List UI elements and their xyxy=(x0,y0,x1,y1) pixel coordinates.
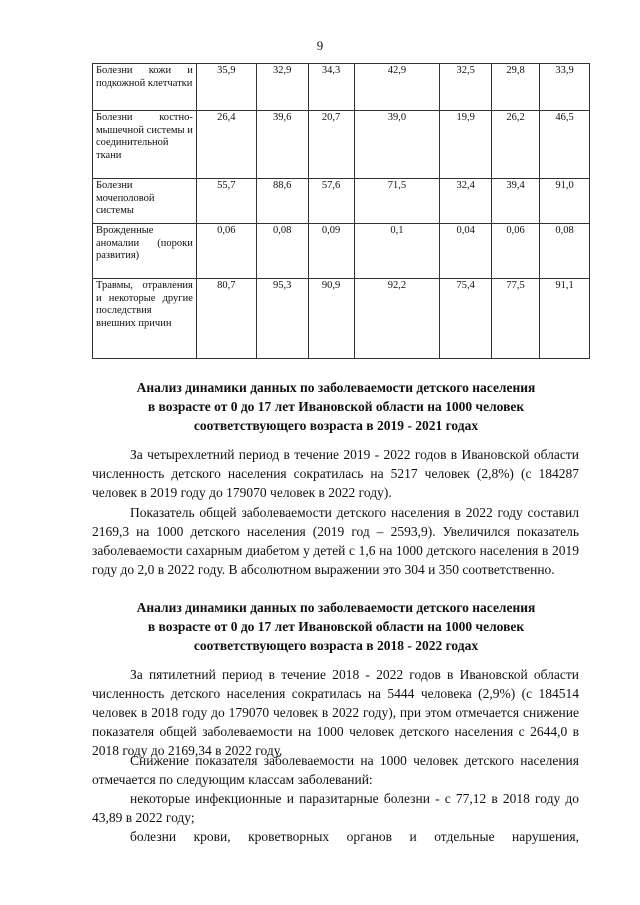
row-label: Болезни мочеполовой системы xyxy=(93,179,197,224)
table-cell: 92,2 xyxy=(354,279,440,359)
table-cell: 95,3 xyxy=(256,279,308,359)
section-2-paragraph-4: болезни крови, кроветворных органов и отдельные нарушения, xyxy=(130,829,579,844)
section-1-heading xyxy=(95,378,577,435)
table-row xyxy=(93,64,590,111)
table-cell: 32,5 xyxy=(440,64,492,111)
table-cell: 91,0 xyxy=(540,179,590,224)
table-cell: 0,04 xyxy=(440,224,492,279)
table-cell: 20,7 xyxy=(308,111,354,179)
table-cell: 35,9 xyxy=(196,64,256,111)
table-cell: 57,6 xyxy=(308,179,354,224)
table-cell: 46,5 xyxy=(540,111,590,179)
heading-line: в возрасте от 0 до 17 лет Ивановской области на 1000 человек xyxy=(147,399,525,414)
table-row xyxy=(93,279,590,359)
section-1-paragraph-2: Показатель общей заболеваемости детского населения в 2022 году составил 2169,3 на 1000 детского населения (2019 год – 2593,9). Увеличился показатель заболеваемости сахарным диабетом у детей с 1,6 на 1000 детского населения в 2019 году до 2,0 в 2022 году. В абсолютном выражении это 304 и 350 соответственно. xyxy=(92,505,579,577)
table-cell: 55,7 xyxy=(196,179,256,224)
table-cell: 39,0 xyxy=(354,111,440,179)
table-row xyxy=(93,111,590,179)
page-number: 9 xyxy=(316,38,324,53)
table-row xyxy=(93,179,590,224)
table-cell: 42,9 xyxy=(354,64,440,111)
table-cell: 26,4 xyxy=(196,111,256,179)
section-2-paragraph-3: некоторые инфекционные и паразитарные болезни - с 77,12 в 2018 году до 43,89 в 2022 году; xyxy=(92,791,579,825)
table-cell: 77,5 xyxy=(492,279,540,359)
table-cell: 0,08 xyxy=(540,224,590,279)
table-cell: 33,9 xyxy=(540,64,590,111)
table-cell: 80,7 xyxy=(196,279,256,359)
table-cell: 39,6 xyxy=(256,111,308,179)
heading-line: Анализ динамики данных по заболеваемости детского населения xyxy=(136,380,536,395)
table-cell: 26,2 xyxy=(492,111,540,179)
table-cell: 19,9 xyxy=(440,111,492,179)
table-cell: 88,6 xyxy=(256,179,308,224)
section-1-paragraph-1: За четырехлетний период в течение 2019 - 2022 годов в Ивановской области численность детского населения сократилась на 5217 человек (2,8%) (с 184287 человек в 2019 году до 179070 человек в 2022 году). xyxy=(92,447,579,500)
table-cell: 32,9 xyxy=(256,64,308,111)
table-cell: 0,08 xyxy=(256,224,308,279)
morbidity-table xyxy=(92,63,590,359)
table-cell: 71,5 xyxy=(354,179,440,224)
row-label: Болезни кожи и подкожной клетчатки xyxy=(93,64,197,111)
row-label: Болезни костно-мышечной системы и соединительной ткани xyxy=(93,111,197,179)
heading-line: Анализ динамики данных по заболеваемости детского населения xyxy=(136,600,536,615)
table-cell: 91,1 xyxy=(540,279,590,359)
heading-line: соответствующего возраста в 2018 - 2022 годах xyxy=(193,638,479,653)
section-2-paragraph-2: Снижение показателя заболеваемости на 1000 человек детского населения отмечается по следующим классам заболеваний: xyxy=(92,753,579,787)
heading-line: соответствующего возраста в 2019 - 2021 годах xyxy=(193,418,479,433)
row-label: Врожденные аномалии (пороки развития) xyxy=(93,224,197,279)
table-cell: 0,09 xyxy=(308,224,354,279)
table-cell: 75,4 xyxy=(440,279,492,359)
section-2-paragraph-1: За пятилетний период в течение 2018 - 2022 годов в Ивановской области численность детского населения сократилась на 5444 человека (2,9%) (с 184514 человек в 2018 году до 179070 человек в 2022 году), при этом отмечается снижение показателя общей заболеваемости на 1000 человек детского населения с 2644,0 в 2018 году до 2169,34 в 2022 году. xyxy=(92,667,579,758)
table-cell: 0,1 xyxy=(354,224,440,279)
table-cell: 90,9 xyxy=(308,279,354,359)
table-cell: 39,4 xyxy=(492,179,540,224)
table-cell: 32,4 xyxy=(440,179,492,224)
table-cell: 0,06 xyxy=(492,224,540,279)
section-2-heading xyxy=(95,598,577,655)
table-cell: 0,06 xyxy=(196,224,256,279)
table-row xyxy=(93,224,590,279)
table-cell: 34,3 xyxy=(308,64,354,111)
heading-line: в возрасте от 0 до 17 лет Ивановской области на 1000 человек xyxy=(147,619,525,634)
row-label: Травмы, отравления и некоторые другие последствия внешних причин xyxy=(93,279,197,359)
table-cell: 29,8 xyxy=(492,64,540,111)
